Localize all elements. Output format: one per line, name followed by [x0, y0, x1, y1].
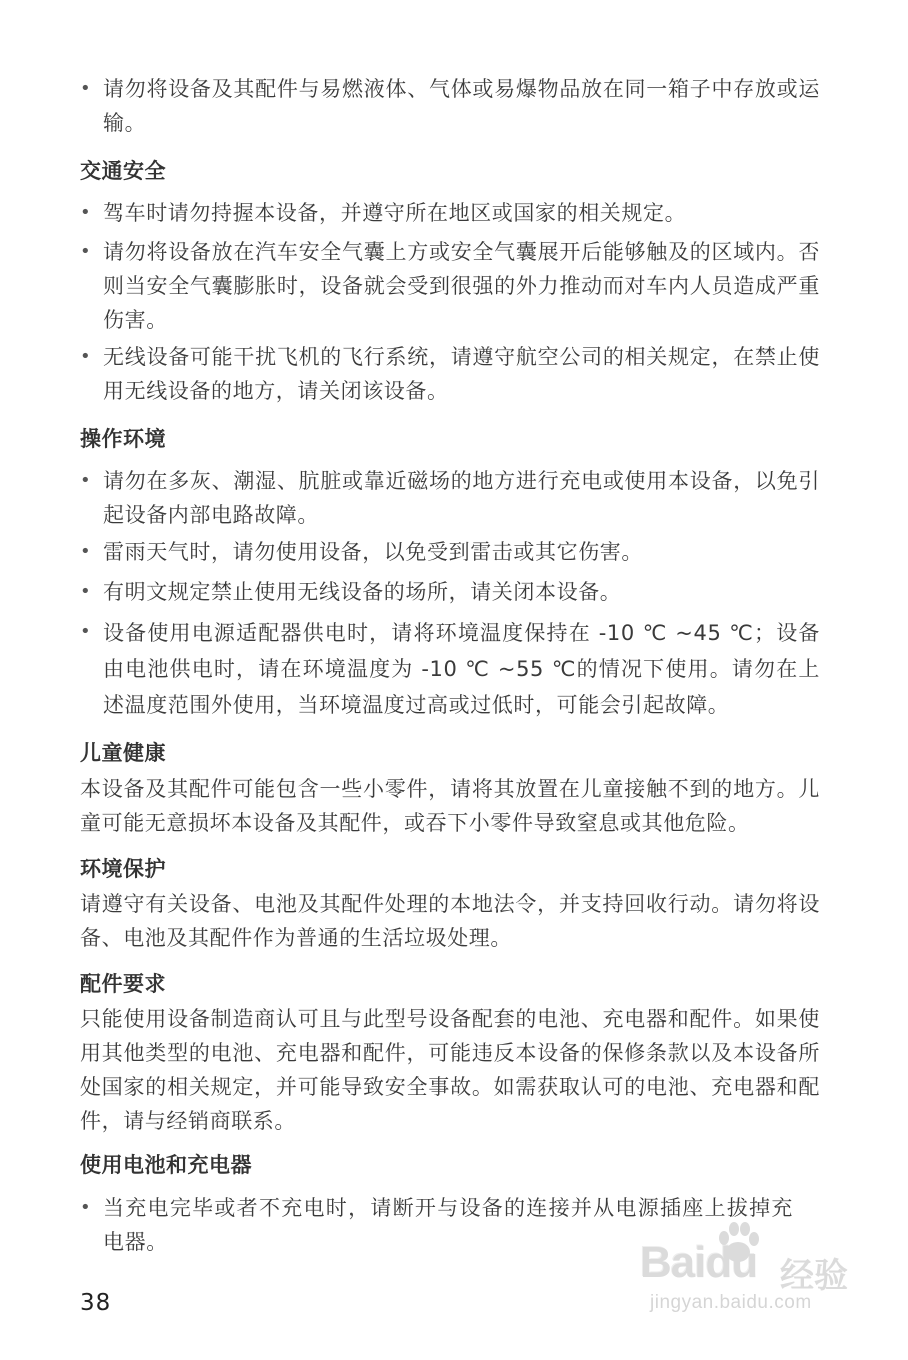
section-heading-accessory-requirements: 配件要求 [80, 972, 166, 996]
paragraph [80, 1002, 820, 1138]
bullet-text: 请勿将设备及其配件与易燃液体、气体或易爆物品放在同一箱子中存放或运输。 [103, 77, 820, 135]
bullet-marker: • [80, 78, 91, 99]
bullet-text: 无线设备可能干扰飞机的飞行系统，请遵守航空公司的相关规定，在禁止使用无线设备的地方，请关闭该设备。 [103, 345, 820, 403]
paragraph-text: 请遵守有关设备、电池及其配件处理的本地法令，并支持回收行动。请勿将设备、电池及其配件作为普通的生活垃圾处理。 [80, 892, 820, 950]
bullet-item [80, 72, 820, 140]
bullet-marker: • [80, 541, 91, 562]
section-heading-operating-environment: 操作环境 [80, 427, 166, 451]
watermark-logo-text: Baidu [640, 1238, 758, 1287]
bullet-text: 驾车时请勿持握本设备，并遵守所在地区或国家的相关规定。 [103, 201, 687, 225]
bullet-item [80, 535, 820, 569]
watermark-url: jingyan.baidu.com [650, 1292, 812, 1313]
bullet-text: 请勿将设备放在汽车安全气囊上方或安全气囊展开后能够触及的区域内。否则当安全气囊膨胀时，设备就会受到很强的外力推动而对车内人员造成严重伤害。 [103, 240, 820, 332]
bullet-text: 设备使用电源适配器供电时，请将环境温度保持在 -10 ℃ ~45 ℃；设备由电池供电时，请在环境温度为 -10 ℃ ~55 ℃的情况下使用。请勿在上述温度范围外使用，当环境温度过高或过低时，可能会引起故障。 [103, 621, 820, 717]
bullet-item [80, 340, 820, 408]
paragraph-text: 本设备及其配件可能包含一些小零件，请将其放置在儿童接触不到的地方。儿童可能无意损坏本设备及其配件，或吞下小零件导致窒息或其他危险。 [80, 777, 820, 835]
bullet-item [80, 235, 820, 337]
paw-icon [712, 1218, 764, 1270]
bullet-marker: • [80, 470, 91, 491]
paragraph [80, 772, 820, 840]
section-heading-environment-protection: 环境保护 [80, 857, 166, 881]
page-number: 38 [80, 1290, 112, 1316]
bullet-text: 当充电完毕或者不充电时，请断开与设备的连接并从电源插座上拔掉充电器。 [103, 1196, 793, 1254]
baidu-watermark [640, 1218, 865, 1323]
bullet-marker: • [80, 241, 91, 262]
section-heading-battery-and-charger: 使用电池和充电器 [80, 1153, 252, 1177]
bullet-marker: • [80, 1197, 91, 1218]
bullet-text: 雷雨天气时，请勿使用设备，以免受到雷击或其它伤害。 [103, 540, 643, 564]
watermark-logo-cn: 经验 [780, 1256, 848, 1296]
section-heading-traffic-safety: 交通安全 [80, 159, 166, 183]
bullet-marker: • [80, 202, 91, 223]
bullet-marker: • [80, 621, 91, 642]
bullet-text: 有明文规定禁止使用无线设备的场所，请关闭本设备。 [103, 580, 622, 604]
bullet-item [80, 464, 820, 532]
paragraph-text: 只能使用设备制造商认可且与此型号设备配套的电池、充电器和配件。如果使用其他类型的电池、充电器和配件，可能违反本设备的保修条款以及本设备所处国家的相关规定，并可能导致安全事故。如需获取认可的电池、充电器和配件，请与经销商联系。 [80, 1007, 820, 1133]
bullet-item [80, 615, 820, 723]
bullet-marker: • [80, 581, 91, 602]
bullet-item [80, 575, 820, 609]
section-heading-child-health: 儿童健康 [80, 741, 166, 765]
bullet-text: 请勿在多灰、潮湿、肮脏或靠近磁场的地方进行充电或使用本设备，以免引起设备内部电路故障。 [103, 469, 820, 527]
bullet-marker: • [80, 346, 91, 367]
bullet-item [80, 196, 820, 230]
paragraph [80, 887, 820, 955]
